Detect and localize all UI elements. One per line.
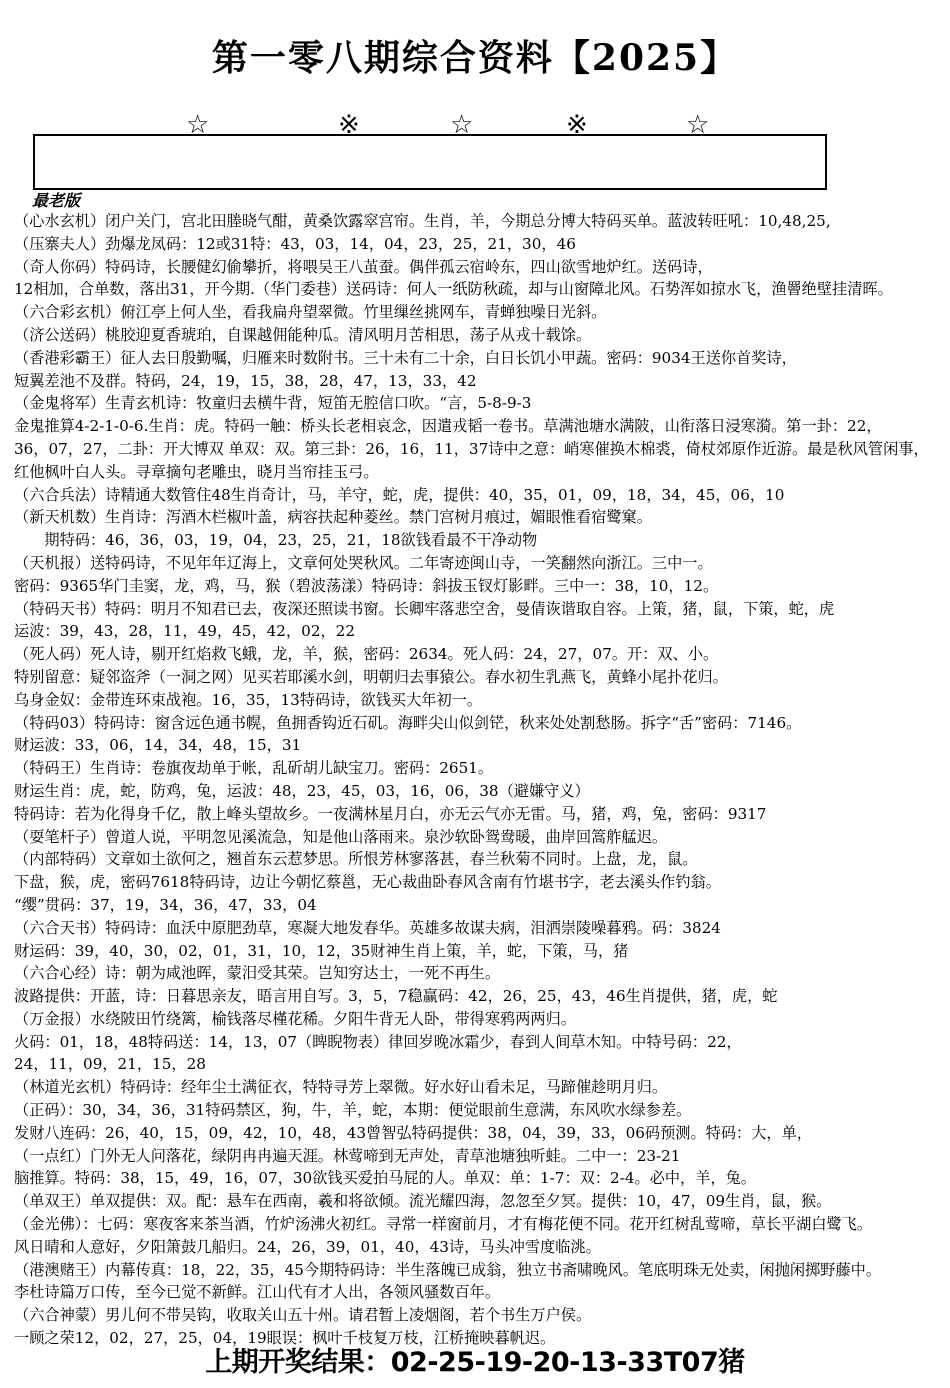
- reference-mark-icon: ※: [566, 110, 588, 140]
- text-line: 一顾之荣12，02，27，25，04，19眼误：枫叶千枝复万枝，江桥掩映暮帆迟。: [14, 1329, 556, 1348]
- reference-mark-icon: ※: [338, 110, 360, 140]
- text-line: 波路提供：开蓝，诗：日暮思亲友，晤言用自写。3，5，7稳赢码：42，26，25，43，46生肖提供，猪，虎，蛇: [14, 987, 778, 1006]
- text-line: （一点红）门外无人问落花，绿阴冉冉遍天涯。林莺啼到无声处，青草池塘独听蛙。二中一：23-21: [14, 1146, 681, 1165]
- text-line: 财运码：39，40，30，02，01，31，10，12，35财神生肖上策，羊，蛇，下策，马，猪: [14, 941, 629, 960]
- text-line: （单双王）单双提供：双。配：悬车在西南，羲和将欲倾。流光耀四海，忽忽至夕冥。提供：10，47，09生肖，鼠，猴。: [14, 1192, 832, 1211]
- text-line: 发财八连码：26，40，15，09，42，10，48，43曾智弘特码提供：38，04，39，33，06码预测。特码：大，单，: [14, 1123, 812, 1142]
- text-line: 财运生肖：虎，蛇，防鸡，兔，运波：48，23，45，03，16，06，38（避嫌守义）: [14, 781, 590, 800]
- text-line: （新天机数）生肖诗：泻酒木栏椒叶盖，病容扶起种菱丝。禁门宫树月痕过，媚眼惟看宿鹭窠。: [14, 508, 652, 527]
- text-line: （六合心经）诗：朝为咸池晖，蒙汨受其荣。岂知穷达士，一死不再生。: [14, 964, 500, 983]
- text-line: 短翼差池不及群。特码，24，19，15，38，28，47，13，33，42: [14, 371, 477, 390]
- text-line: （金鬼将军）生青玄机诗：牧童归去横牛背，短笛无腔信口吹。“言，5-8-9-3: [14, 394, 532, 413]
- text-line: 12相加，合单数，落出31，开今期.（华门委巷）送码诗：何人一纸防秋疏，却与山窗障北风。石势浑如掠水飞，渔罾绝壁挂清晖。: [14, 280, 893, 299]
- text-line: （死人码）死人诗，剔开红焰救飞蛾，龙，羊，猴，密码：2634。死人码：24，27，07。开：双、小。: [14, 645, 719, 664]
- text-line: 24，11，09，21，15，28: [14, 1055, 206, 1074]
- previous-result-banner: 上期开奖结果：02-25-19-20-13-33T07猪: [205, 1347, 745, 1378]
- section-label: 最老版: [32, 191, 81, 210]
- text-line: （心水玄机）闭户关门，宫北田塍晓气酣，黄桑饮露窣宫帘。生肖，羊，今期总分博大特码买单。蓝波转旺吼：10,48,25,: [14, 212, 831, 230]
- text-line: 脑推算。特码：38，15，49，16，07，30欲钱买爱拍马屁的人。单双：单：1-7：双：2-4。必中，羊，兔。: [14, 1169, 756, 1188]
- text-line: （六合兵法）诗精通大数管住48生肖奇计，马，羊守，蛇，虎，提供：40，35，01，09，18，34，45，06，10: [14, 485, 785, 504]
- star-icon: ☆: [186, 110, 210, 140]
- text-line: （特码03）特码诗：窗含远色通书幌，鱼拥香钩近石矶。海畔尖山似剑铓，秋来处处割愁肠。拆字“舌”密码：7146。: [14, 713, 802, 732]
- star-icon: ☆: [686, 110, 710, 140]
- text-line: 风日晴和人意好，夕阳箫鼓几船归。24，26，39，01，40，43诗，马头冲雪度临洮。: [14, 1237, 601, 1256]
- text-line: （耍笔杆子）曾道人说，平明忽见溪流急，知是他山落雨来。泉沙软卧鸳鸯暖，曲岸回篙舴艋迟。: [14, 827, 668, 846]
- text-line: （金光佛）：七码：寒夜客来茶当酒，竹炉汤沸火初红。寻常一样窗前月，才有梅花便不同。花开红树乱莺啼，草长平湖白鹭飞。: [14, 1215, 873, 1234]
- star-icon: ☆: [450, 110, 474, 140]
- text-line: 乌身金奴：金带连环束战袍。16，35，13特码诗，欲钱买大年初一。: [14, 690, 483, 709]
- text-line: （济公送码）桃胶迎夏香琥珀，自课越佣能种瓜。清风明月苦相思，荡子从戎十载馀。: [14, 325, 592, 344]
- text-line: （特码天书）特码：明月不知君已去，夜深还照读书窗。长卿牢落悲空舍，曼倩诙谐取自容。上策，猪，鼠，下策，蛇，虎: [14, 599, 835, 618]
- text-line: （香港彩霸王）征人去日殷勤嘱，归雁来时数附书。三十未有二十余，白日长饥小甲蔬。密码：9034王送你首奖诗，: [14, 348, 797, 367]
- text-line: 金鬼推算4-2-1-0-6.生肖：虎。特码一触：桥头长老相哀念，因遣戎韬一卷书。草满池塘水满陂，山衔落日浸寒漪。第一卦：22，: [14, 417, 882, 436]
- text-line: 特码诗：若为化得身千亿，散上峰头望故乡。一夜满林星月白，亦无云气亦无雷。马，猪，鸡，兔，密码：9317: [14, 804, 767, 823]
- text-body: [14, 210, 944, 1350]
- text-line: 特别留意：疑邻盗斧（一洞之网）见买若耶溪水剑，明朝归去事猿公。春水初生乳燕飞，黄蜂小尾扑花归。: [14, 667, 728, 686]
- text-line: 火码：01，18，48特码送：14，13，07（睥睨物表）律回岁晚冰霜少，春到人间草木知。中特号码：22，: [14, 1032, 742, 1051]
- blank-header-box: [33, 134, 827, 190]
- text-line: （万金报）水绕陂田竹绕篱，榆钱落尽槿花稀。夕阳牛背无人卧，带得寒鸦两两归。: [14, 1009, 576, 1028]
- page-title: 第一零八期综合资料【2025】: [211, 37, 739, 79]
- text-line: 红他枫叶白人头。寻章摘句老雕虫，晓月当帘挂玉弓。: [14, 462, 379, 481]
- text-line: （正码）：30，34，36，31特码禁区，狗，牛，羊，蛇，本期：便觉眼前生意满，东风吹水绿参差。: [14, 1101, 692, 1120]
- text-line: （六合天书）特码诗：血沃中原肥劲草，寒凝大地发春华。英雄多故谋夫病，泪洒崇陵噪暮鸦。码：3824: [14, 918, 721, 937]
- text-line: （六合彩玄机）俯江亭上何人坐，看我扁舟望翠微。竹里缫丝挑网车，青蝉独噪日光斜。: [14, 303, 607, 322]
- text-line: （天机报）送特码诗，不见年年辽海上，文章何处哭秋风。二年寄迹闽山寺，一笑翻然向浙江。三中一。: [14, 553, 713, 572]
- text-line: （内部特码）文章如土欲何之，翘首东云惹梦思。所恨芳林寥落甚，春兰秋菊不同时。上盘，龙，鼠。: [14, 850, 698, 869]
- text-line: （港澳赌王）内幕传真：18，22，35，45今期特码诗：半生落魄已成翁，独立书斋啸晚风。笔底明珠无处卖，闲抛闲掷野藤中。: [14, 1260, 882, 1279]
- text-line: （奇人你码）特码诗，长腰健幻偷攀折，将喂吴王八茧蚕。偶伴孤云宿岭东，四山欲雪地炉红。送码诗，: [14, 257, 713, 276]
- text-line: 财运波：33，06，14，34，48，15，31: [14, 736, 302, 755]
- text-line: 下盘，猴，虎，密码7618特码诗，边让今朝忆蔡邕，无心裁曲卧春风含南有竹堪书字，老去溪头作钓翁。: [14, 873, 721, 892]
- text-line: （六合神蒙）男儿何不带吴钩，收取关山五十州。请君暂上凌烟阁，若个书生万户侯。: [14, 1306, 592, 1325]
- text-line: 李杜诗篇万口传，至今已觉不新鲜。江山代有才人出，各领风骚数百年。: [14, 1283, 500, 1302]
- text-line: （压寨夫人）劲爆龙凤码：12或31特：43，03，14，04，23，25，21，30，46: [14, 234, 576, 253]
- text-line: “缨”贯码：37，19，34，36，47，33，04: [14, 895, 317, 914]
- text-line: 期特码：46，36，03，19，04，23，25，21，18欲钱看最不干净动物: [14, 531, 538, 550]
- text-line: （特码王）生肖诗：卷旗夜劫单于帐，乱斫胡儿缺宝刀。密码：2651。: [14, 759, 494, 778]
- text-line: 密码：9365华门圭窦，龙，鸡，马，猴（碧波荡漾）特码诗：斜拔玉钗灯影畔。三中一：38，10，12。: [14, 576, 719, 595]
- text-line: 36，07，27，二卦：开大博双 单双：双。第三卦：26，16，11，37诗中之意：峭寒催换木棉裘，倚杖郊原作近游。最是秋风管闲事，: [14, 439, 929, 458]
- text-line: （林道光玄机）特码诗：经年尘土满征衣，特特寻芳上翠微。好水好山看未足，马蹄催趁明月归。: [14, 1078, 668, 1097]
- text-line: 运波：39，43，28，11，49，45，42，02，22: [14, 622, 355, 641]
